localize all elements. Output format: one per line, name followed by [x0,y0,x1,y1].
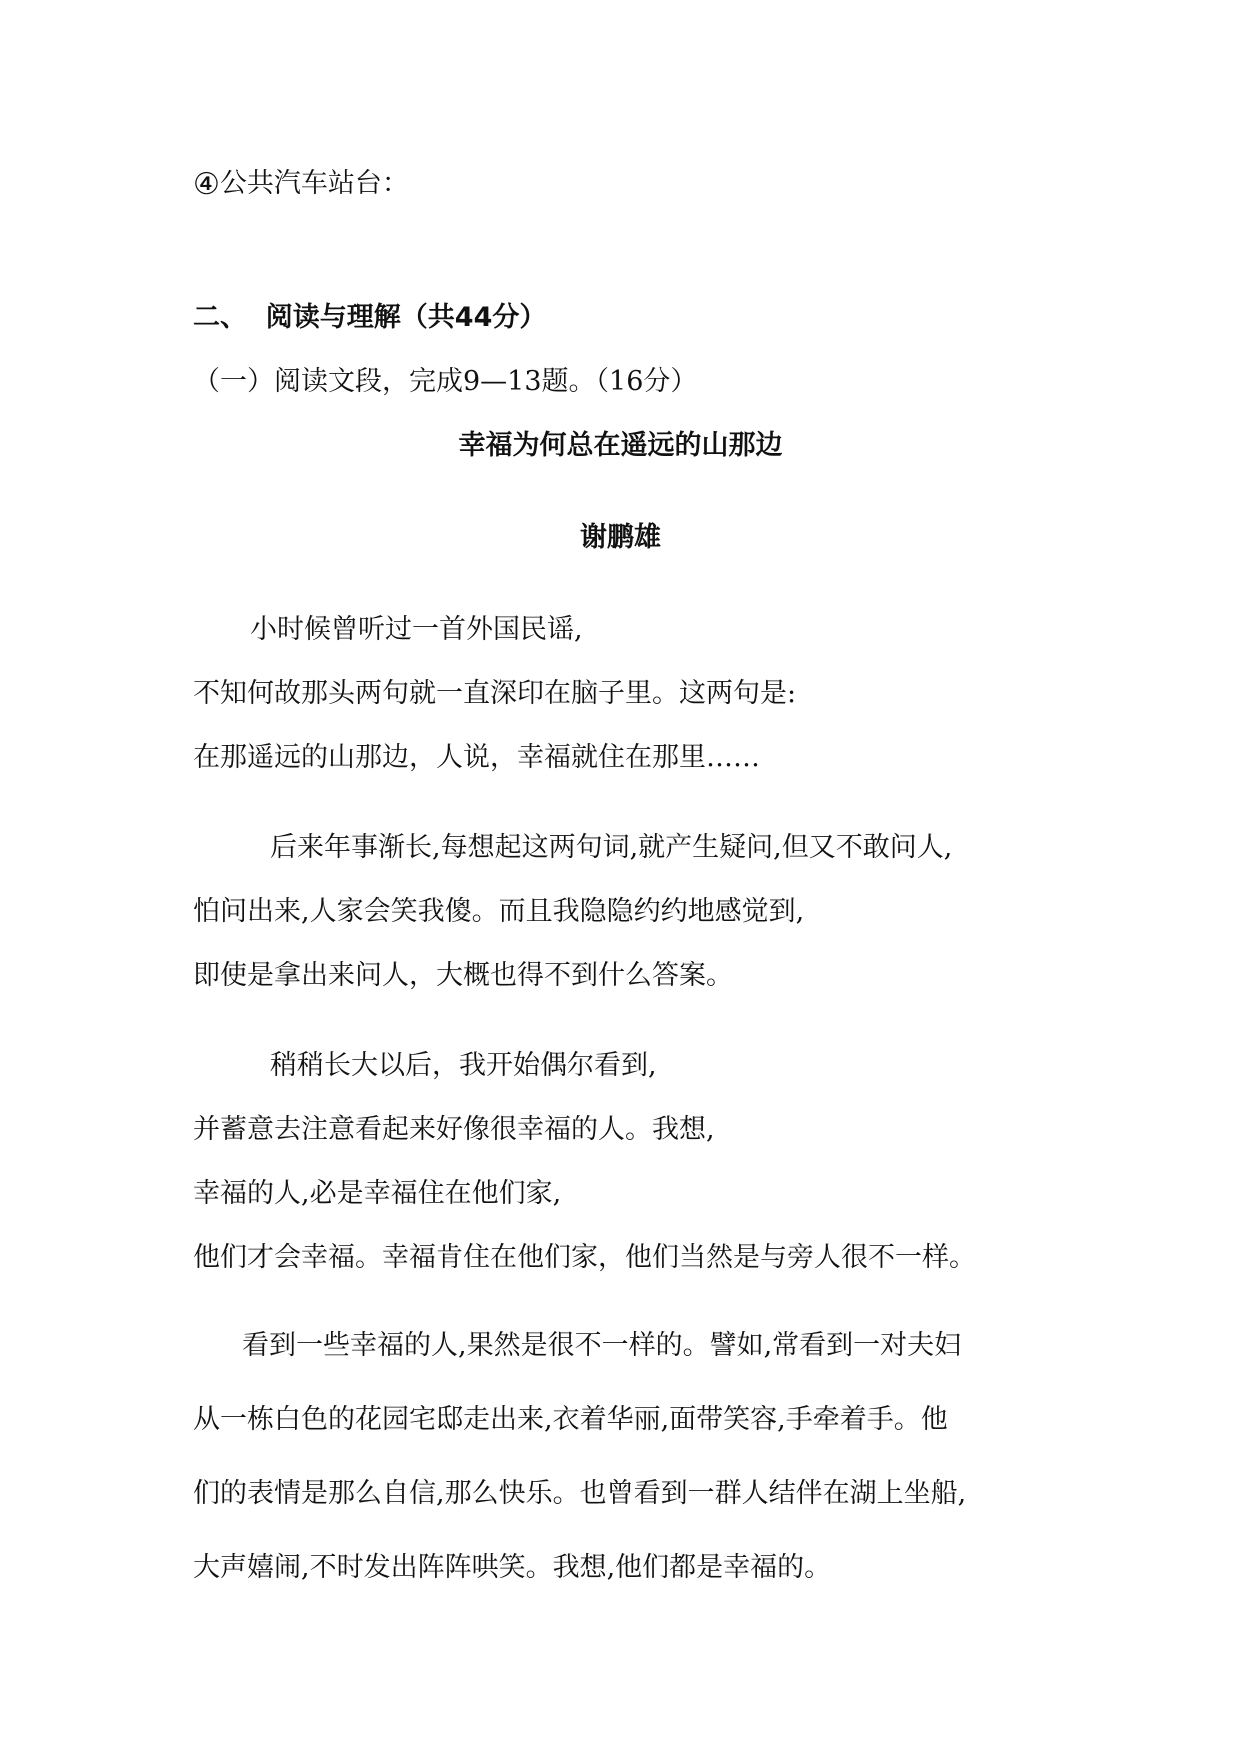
article-author: 谢鹏雄 [580,522,661,553]
body-line: 幸福的人,必是幸福住在他们家, [193,1178,562,1209]
body-line: 大声嬉闹,不时发出阵阵哄笑。我想,他们都是幸福的。 [193,1552,832,1583]
body-line: 稍稍长大以后，我开始偶尔看到, [270,1050,657,1081]
item-number: ④ [193,167,220,202]
body-line: 他们才会幸福。幸福肯住在他们家，他们当然是与旁人很不一样。 [193,1242,976,1273]
body-line: 们的表情是那么自信,那么快乐。也曾看到一群人结伴在湖上坐船, [193,1478,967,1509]
article-title: 幸福为何总在遥远的山那边 [458,430,783,461]
section-sub-heading: （一）阅读文段，完成9—13题。（16分） [193,366,698,397]
section-heading: 二、 阅读与理解（共44分） [193,302,547,333]
body-line: 从一栋白色的花园宅邸走出来,衣着华丽,面带笑容,手牵着手。他 [193,1404,948,1435]
body-line: 怕问出来,人家会笑我傻。而且我隐隐约约地感觉到, [193,896,805,927]
body-line: 并蓄意去注意看起来好像很幸福的人。我想, [193,1114,715,1145]
body-line: 后来年事渐长,每想起这两句词,就产生疑问,但又不敢问人, [270,832,953,863]
body-line: 看到一些幸福的人,果然是很不一样的。譬如,常看到一对夫妇 [242,1330,962,1361]
prev-item [193,167,409,202]
body-line: 在那遥远的山那边，人说，幸福就住在那里…… [193,742,760,773]
body-line: 小时候曾听过一首外国民谣, [250,614,583,645]
item-text: 公共汽车站台： [219,168,409,199]
body-line: 即使是拿出来问人，大概也得不到什么答案。 [193,960,733,991]
body-line: 不知何故那头两句就一直深印在脑子里。这两句是: [193,678,797,709]
